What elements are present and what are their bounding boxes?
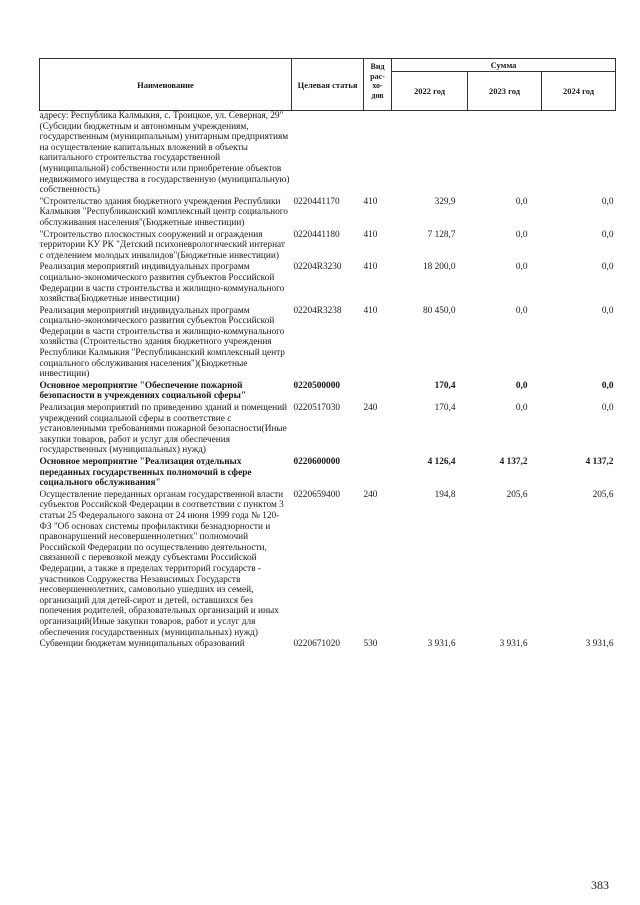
row-sum-2024: 0,0: [601, 196, 614, 207]
row-name: "Строительство здания бюджетного учреждения Республики Калмыкия "Республиканский комплексный центр социального обслуживания населения"(Бюджетные инвестиции): [39, 196, 288, 228]
row-sum-2022: 170,4: [434, 380, 456, 391]
row-name: Основное мероприятие "Обеспечение пожарной безопасности в учреждениях социальной сферы": [39, 380, 247, 402]
header-vid-line-3: хо-: [372, 81, 383, 91]
header-target-article: Целевая статья: [292, 59, 364, 111]
header-vid-line-1: Вид: [370, 62, 385, 71]
row-sum-2023: 0,0: [515, 305, 528, 316]
row-expense-type: 240: [363, 403, 378, 414]
row-target-article: 0220600000: [293, 457, 340, 467]
header-name: Наименование: [40, 59, 292, 111]
row-sum-2022: 4 126,4: [427, 457, 456, 467]
row-name: адресу: Республика Калмыкия, с. Троицкое, ул. Северная, 29"(Субсидии бюджетным и автономным учреждениям, государственным (муниципальным) унитарным предприятиям на осуществление капитальных вложений в объекты капитального строительства государственной (муниципальной) собственности или приобретение объектов недвижимого имущества в государственную (муниципальную) собственность): [39, 111, 290, 196]
budget-table: [39, 58, 616, 650]
row-sum-2024: 0,0: [601, 229, 614, 240]
table-row: [40, 489, 616, 638]
table-row: [40, 305, 616, 380]
header-expense-type: [364, 59, 392, 111]
row-expense-type: 410: [363, 229, 378, 240]
row-sum-2022: 194,8: [434, 489, 456, 500]
header-vid-line-2: рас-: [370, 71, 385, 81]
row-target-article: 0220441180: [293, 229, 340, 240]
table-row-section: [40, 380, 616, 402]
row-target-article: 02204R3238: [293, 305, 342, 316]
row-expense-type: [364, 456, 392, 489]
row-sum-2022: 18 200,0: [422, 262, 456, 273]
row-sum-2023: 205,6: [506, 489, 528, 500]
row-sum-2022: 329,9: [434, 196, 456, 207]
row-expense-type: [364, 111, 392, 196]
row-target-article: 0220671020: [293, 639, 340, 650]
row-sum-2024: 0,0: [601, 403, 614, 414]
row-expense-type: 410: [363, 262, 378, 273]
row-name: Основное мероприятие "Реализация отдельных переданных государственных полномочий в сфере социального обслуживания": [39, 457, 252, 489]
row-expense-type: 410: [363, 196, 378, 207]
row-sum-2023: 0,0: [515, 229, 528, 240]
row-sum-2023: 0,0: [515, 380, 528, 391]
table-row: [40, 402, 616, 456]
row-sum-2024: 0,0: [601, 262, 614, 273]
row-sum-2024: 4 137,2: [585, 457, 614, 467]
table-row-section: [40, 456, 616, 489]
row-sum-2023: 3 931,6: [499, 639, 528, 650]
row-name: Субвенции бюджетам муниципальных образований: [39, 639, 245, 650]
row-expense-type: 530: [363, 639, 378, 650]
row-target-article: 02204R3230: [293, 262, 342, 273]
row-name: Реализация мероприятий индивидуальных программ социально-экономического развития субъектов Российской Федерации в части строительства и жилищно-коммунального хозяйства (Строительство здания бюджетного учреждения Республики Калмыкия "Республиканский комплексный центр социального обслуживания населения")(Бюджетные инвестиции): [39, 305, 285, 380]
row-sum-2022: 80 450,0: [422, 305, 456, 316]
row-expense-type: [364, 380, 392, 402]
row-sum-2024: 205,6: [592, 489, 614, 500]
header-year-2023: 2023 год: [468, 72, 542, 111]
table-row: [40, 196, 616, 229]
row-name: Реализация мероприятий индивидуальных программ социально-экономического развития субъектов Российской Федерации в части строительства и жилищно-коммунального хозяйства(Бюджетные инвестиции): [39, 262, 285, 305]
row-sum-2023: 0,0: [515, 262, 528, 273]
row-sum-2022: 170,4: [434, 403, 456, 414]
row-sum-2024: 0,0: [601, 305, 614, 316]
table-row: [40, 111, 616, 196]
row-name: Реализация мероприятий по приведению зданий и помещений учреждений социальной сферы в соответствие с установленными требованиями пожарной безопасности(Иные закупки товаров, работ и услуг для обеспечения государственных (муниципальных) нужд): [39, 403, 288, 456]
row-expense-type: 410: [363, 305, 378, 316]
table-row: [40, 229, 616, 262]
table-row: [40, 261, 616, 304]
row-name: "Строительство плоскостных сооружений и ограждения территории КУ РК "Детский психоневрологический интернат с отделением молодых инвалидов"(Бюджетные инвестиции): [39, 229, 285, 261]
row-expense-type: 240: [363, 489, 378, 500]
row-sum-2023: 4 137,2: [499, 457, 528, 467]
row-sum-2024: 3 931,6: [585, 639, 614, 650]
row-target-article: 0220441170: [293, 196, 340, 207]
row-sum-2022: [392, 111, 468, 196]
header-vid-line-4: дов: [371, 90, 384, 100]
header-sum: Сумма: [392, 59, 616, 72]
row-sum-2024: 0,0: [601, 380, 614, 391]
header-year-2024: 2024 год: [542, 72, 616, 111]
table-row: [40, 638, 616, 650]
row-sum-2024: [542, 111, 616, 196]
row-target-article: 0220517030: [293, 403, 340, 414]
row-target-article: 0220659400: [293, 489, 340, 500]
row-sum-2022: 7 128,7: [427, 229, 456, 240]
row-sum-2023: 0,0: [515, 403, 528, 414]
row-target-article: [292, 111, 364, 196]
page-number: 383: [591, 878, 609, 892]
row-sum-2022: 3 931,6: [427, 639, 456, 650]
row-sum-2023: 0,0: [515, 196, 528, 207]
row-name: Осуществление переданных органам государственной власти субъектов Российской Федерации в соответствии с пунктом 3 статьи 25 Федерального закона от 24 июня 1999 года № 120-ФЗ "Об основах системы профилактики безнадзорности и правонарушений несовершеннолетних" полномочий Российской Федерации по осуществлению деятельности, связанной с перевозкой между субъектами Российской Федерации, а также в пределах территорий государств - участников Содружества Независимых Государств несовершеннолетних, самовольно ушедших из семей, организаций для детей-сирот и детей, оставшихся без попечения родителей, образовательных организаций и иных организаций(Иные закупки товаров, работ и услуг для обеспечения государственных (муниципальных) нужд): [39, 489, 284, 638]
header-year-2022: 2022 год: [392, 72, 468, 111]
row-sum-2023: [468, 111, 542, 196]
row-target-article: 0220500000: [293, 380, 340, 391]
